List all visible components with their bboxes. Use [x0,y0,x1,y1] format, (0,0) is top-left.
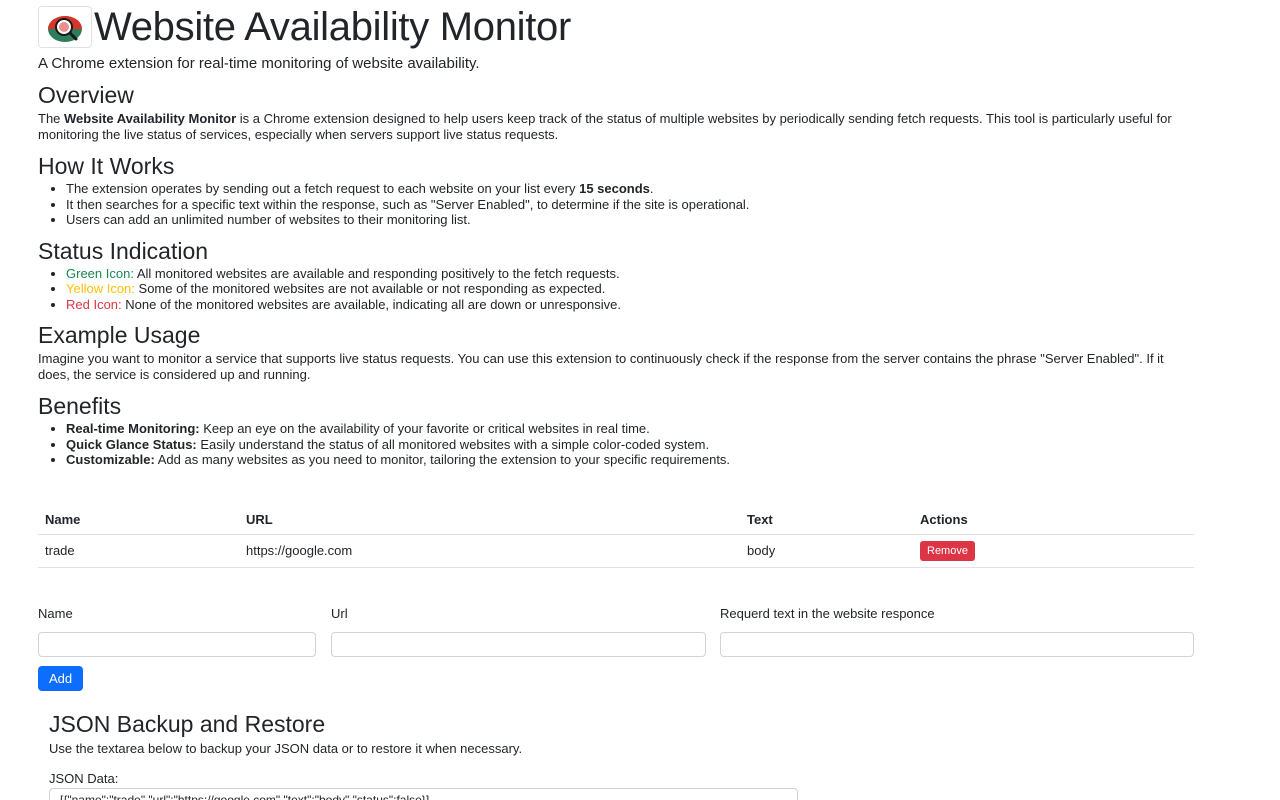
benefits-heading: Benefits [38,393,122,419]
json-backup-section [49,710,809,800]
page-title: Website Availability Monitor [94,5,572,49]
cell-text: body [740,534,913,567]
column-header-text: Text [740,506,913,534]
url-input[interactable] [331,632,706,657]
column-header-actions: Actions [913,506,1194,534]
how-it-works-heading: How It Works [38,153,175,179]
list-item: • It then searches for a specific text within the response, such as "Server Enabled", to determine if the site is operational. [66,197,1198,213]
json-backup-heading: JSON Backup and Restore [49,711,326,737]
list-item: • Real-time Monitoring: Keep an eye on the availability of your favorite or critical websites in real time. [66,421,1198,437]
required-text-field-group [720,606,1194,657]
remove-button[interactable]: Remove [920,541,975,561]
list-item: • Users can add an unlimited number of websites to their monitoring list. [66,212,1198,228]
magnifier-logo-icon [46,10,84,44]
list-item: • Green Icon: All monitored websites are available and responding positively to the fetch requests. [66,266,1198,282]
table-header-row [38,506,1194,534]
status-list [38,266,1198,313]
list-item: • Customizable: Add as many websites as you need to monitor, tailoring the extension to your specific requirements. [66,452,1198,468]
status-indication-heading: Status Indication [38,237,209,264]
cell-actions [913,534,1194,567]
column-header-name: Name [38,506,239,534]
example-usage-heading: Example Usage [38,322,201,348]
yellow-icon-label: Yellow Icon: [66,281,135,296]
add-button[interactable]: Add [38,666,83,691]
add-website-form [38,606,1194,691]
list-item: • The extension operates by sending out a fetch request to each website on your list every 15 seconds. [66,181,1198,197]
json-backup-description: Use the textarea below to backup your JSON data or to restore it when necessary. [49,741,523,756]
json-data-textarea[interactable] [49,788,798,800]
required-text-label: Requerd text in the website responce [720,606,935,621]
overview-text: The Website Availability Monitor is a Chrome extension designed to help users keep track of the status of multiple websites by periodically sending fetch requests. This tool is particularly useful for monitoring the live status of services, especially when servers support live status requests. [38,111,1172,142]
url-field-group [331,606,706,657]
example-usage-text: Imagine you want to monitor a service that supports live status requests. You can use this extension to continuously check if the response from the server contains the phrase "Server Enabled". If it does, the service is considered up and running. [38,351,1164,382]
red-icon-label: Red Icon: [66,296,122,312]
name-label: Name [38,606,73,621]
how-it-works-list [38,181,1198,228]
url-label: Url [331,606,348,621]
page-subtitle: A Chrome extension for real-time monitoring of website availability. [38,55,480,72]
page-content [38,5,1198,686]
green-icon-label: Green Icon: [66,265,134,281]
list-item: • Yellow Icon: Some of the monitored websites are not available or not responding as expected. [66,281,1198,297]
name-field-group [38,606,316,657]
cell-name: trade [38,534,239,567]
json-data-label: JSON Data: [49,771,119,786]
benefits-list [38,421,1198,468]
list-item: • Red Icon: None of the monitored websites are available, indicating all are down or unresponsive. [66,297,1198,313]
app-logo [38,6,92,48]
websites-table [38,506,1194,568]
name-input[interactable] [38,632,316,657]
title-row [38,6,1198,48]
overview-heading: Overview [38,82,134,108]
column-header-url: URL [239,506,740,534]
list-item: • Quick Glance Status: Easily understand the status of all monitored websites with a simple color-coded system. [66,437,1198,453]
cell-url: https://google.com [239,534,740,567]
table-row [38,534,1194,567]
required-text-input[interactable] [720,632,1194,657]
